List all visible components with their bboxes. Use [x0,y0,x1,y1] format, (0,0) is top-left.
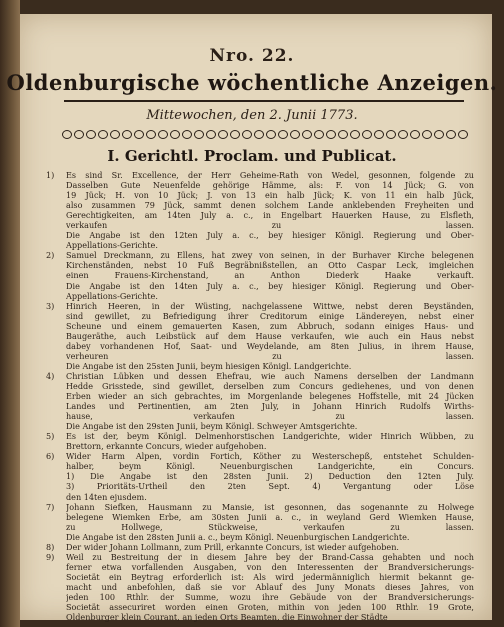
notice-line: einen Frauens-Kirchenstand, an Anthon Diederk Haake verkauft. [66,270,474,281]
ornament-ring [194,130,204,139]
notice-number: 4) [46,370,55,381]
notice-line: Kirchenständen, nebst 10 Fuß Begräbnißstellen, an Otto Caspar Leck, imgleichen [66,260,474,271]
notice-number: 1) [46,170,55,180]
notice-entry [46,371,474,431]
notice-line: Hedde Grisstede, sind gewillet, derselben zum Concurs gediehenes, und von denen [66,380,474,391]
notice-line: den 14ten ejusdem. [66,491,147,502]
title-rule-top [64,100,464,102]
article-body [46,170,474,622]
notice-line: verheuren zu lassen. [66,350,474,361]
notice-line: also zusammen 79 Jück, sammt denen solchem Lande anklebenden Freyheiten und [66,200,474,211]
ornament-ring [254,130,264,139]
notice-line: Die Angabe ist den 28sten Junii a. c., beym Königl. Neuenburgischen Landgerichte. [66,531,410,542]
notice-line: Appellations-Gerichte. [66,290,158,301]
ornament-ring [458,130,468,139]
ornament-ring [362,130,372,139]
notice-line: Christian Lübken und dessen Ehefrau, wie auch Namens derselben der Landmann [66,370,474,381]
notice-line: Oldenburger klein Courant, an jeden Orts Beamten, die Einwohner der Städte [66,612,388,623]
ornament-ring [182,130,192,139]
issue-date: Mittewochen, den 2. Junii 1773. [146,108,358,123]
notice-line: 1) Die Angabe ist den 28sten Junii. 2) Deduction den 12ten July. [66,471,474,482]
notice-line: Johann Siefken, Hausmann zu Mansie, ist gesonnen, das sogenannte zu Holwege [66,501,474,512]
ornament-ring [446,130,456,139]
notice-line: belegene Wiemken Erbe, am 30sten Junii a. c., in weyland Gerd Wiemken Hause, [66,511,474,522]
notice-entry [46,542,474,552]
notice-line: Es sind Sr. Excellence, der Herr Geheime-Rath von Wedel, gesonnen, folgende zu [66,170,474,180]
ornament-ring [98,130,108,139]
notice-line: Die Angabe ist den 25sten Junii, beym hiesigen Königl. Landgerichte. [66,360,352,371]
notice-line: jeden 100 Rthlr. der Summe, wozu ihre Gebäude von der Brandversicherungs- [66,591,474,602]
notice-line: Dasselben Gute Neuenfelde gehörige Hämme, als: F. von 14 Jück; G. von [66,180,474,191]
ornament-ring [374,130,384,139]
notice-line: Brettorn, erkannte Concurs, wieder aufgehoben. [66,441,267,452]
notice-number: 9) [46,551,55,562]
section-heading: I. Gerichtl. Proclam. und Publicat. [107,147,397,165]
notice-line: Scheune und einem gemauerten Kasen, zum Abbruch, sodann einiges Haus- und [66,320,474,331]
ornament-ring [218,130,228,139]
ornament-ring [122,130,132,139]
notice-line: Landes und Pertinentien, am 2ten July, in Johann Hinrich Rudolfs Wirths- [66,401,474,412]
ornament-ring [422,130,432,139]
notice-line: halber, beym Königl. Neuenburgischen Landgerichte, ein Concurs. [66,461,474,472]
notice-number: 2) [46,250,55,261]
ornament-ring [266,130,276,139]
notice-line: Gerechtigkeiten, am 14ten July a. c., in Engelbart Hauerken Hause, zu Elsfleth, [66,210,474,221]
notice-number: 5) [46,431,55,442]
ornament-ring [290,130,300,139]
ornament-ring [206,130,216,139]
notice-number: 3) [46,300,55,311]
notice-line: Samuel Dreckmann, zu Ellens, hat zwey von seinen, in der Burhaver Kirche belegenen [66,250,474,261]
notice-line: Wider Harm Alpen, vordin Fortich, Köther zu Westerschepß, entstehet Schulden- [66,451,474,462]
notice-line: Die Angabe ist den 29sten Junii, beym Königl. Schweyer Amtsgerichte. [66,421,358,432]
ornament-ring [410,130,420,139]
issue-number: Nro. 22. [209,46,295,66]
notice-number: 7) [46,501,55,512]
newspaper-title: Oldenburgische wöchentliche Anzeigen. [6,70,498,95]
notice-line: ferner etwa vorfallenden Ausgaben, von den Interessenten der Brandversicherungs- [66,561,474,572]
notice-number: 8) [46,541,55,552]
notice-entry [46,170,474,250]
ornament-ring [158,130,168,139]
notice-line: Societät ein Beytrag erforderlich ist: Als wird jedermänniglich hiermit bekannt ge- [66,571,474,582]
ornament-ring [110,130,120,139]
notice-line: sind gewillet, zu Befriedigung ihrer Creditorum einige Ländereyen, nebst einer [66,310,474,321]
notice-line: zu Hollwege, Stückweise, verkaufen zu lassen. [66,521,474,532]
notice-line: Baugeräthe, auch Leibstück auf dem Hause verkaufen, wie auch ein Haus nebst [66,330,474,341]
ornament-ring [326,130,336,139]
notice-line: Die Angabe ist den 12ten July a. c., bey hiesiger Königl. Regierung und Ober- [66,230,474,241]
ornament-ring [350,130,360,139]
notice-line: Der wider Johann Lollmann, zum Prill, erkannte Concurs, ist wieder aufgehoben. [66,541,400,552]
ornament-ring [434,130,444,139]
ornament-ring [134,130,144,139]
notice-line: Erben wieder an sich gebrachtes, im Morgenlande belegenes Hoffstelle, mit 24 Jücken [66,391,474,402]
ornament-ring [146,130,156,139]
ornament-ring [314,130,324,139]
ornament-ring [242,130,252,139]
notice-line: Die Angabe ist den 14ten July a. c., bey hiesiger Königl. Regierung und Ober- [66,280,474,291]
notice-line: verkaufen zu lassen. [66,220,474,231]
notice-line: Appellations-Gerichte. [66,240,158,251]
notice-line: hause, verkaufen zu lassen. [66,411,474,422]
notice-line: 19 Jück; H. von 10 Jück; J. von 13 ein halb Jück; K. von 11 ein halb Jück, [66,190,474,201]
notice-line: macht und anbefohlen, daß sie vor Ablauf des Juny Monats dieses Jahres, von [66,581,474,592]
notice-line: dabey vorhandenen Hof, Saat- und Weydelande, am 8ten Julius, in ihrem Hause, [66,340,474,351]
ornament-ring [338,130,348,139]
notice-line: Es ist der, beym Königl. Delmenhorstischen Landgerichte, wider Hinrich Wübben, zu [66,431,474,442]
ornament-ring [278,130,288,139]
notice-entry [46,431,474,451]
notice-entry [46,552,474,622]
ornament-ring [386,130,396,139]
ornament-ring [74,130,84,139]
notice-line: 3) Prioritäts-Urtheil den 2ten Sept. 4) Vergantung oder Löse [66,481,474,492]
ornament-ring [62,130,72,139]
notice-line: Weil zu Bestreitung der in diesem Jahre bey der Brand-Cassa gehabten und noch [66,551,474,562]
ornament-ring [398,130,408,139]
notice-entry [46,301,474,371]
notice-number: 6) [46,451,55,462]
notice-line: Societät assecuriret worden einen Groten, mithin von jeden 100 Rthlr. 19 Grote, [66,602,474,613]
notice-entry [46,250,474,300]
ornamental-border [62,128,468,140]
notice-entry [46,451,474,501]
ornament-ring [170,130,180,139]
ornament-ring [302,130,312,139]
ornament-ring [86,130,96,139]
notice-line: Hinrich Heeren, in der Wüsting, nachgelassene Wittwe, nebst deren Beyständen, [66,300,474,311]
ornament-ring [230,130,240,139]
notice-entry [46,502,474,542]
